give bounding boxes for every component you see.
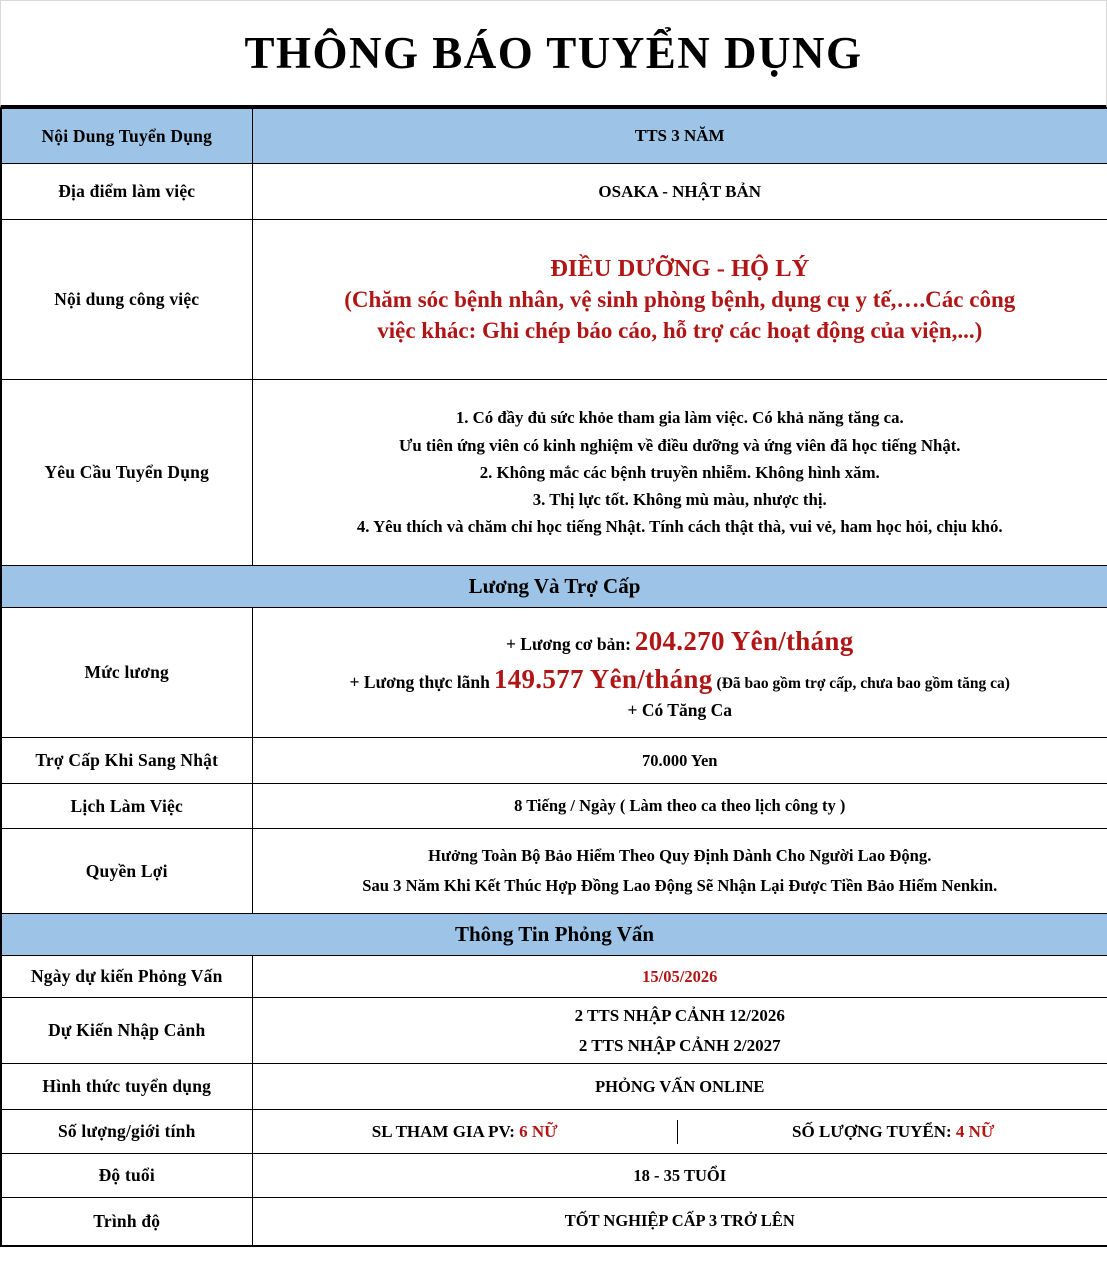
job-description-line-1: ĐIỀU DƯỠNG - HỘ LÝ [550, 254, 810, 282]
benefit-line-2: Sau 3 Năm Khi Kết Thúc Hợp Đồng Lao Động Sẽ Nhận Lại Được Tiền Bảo Hiểm Nenkin. [362, 876, 998, 895]
row-value-quantity-gender [252, 1110, 1107, 1154]
row-label-arrival-allowance: Trợ Cấp Khi Sang Nhật [1, 738, 252, 784]
salary-block [259, 622, 1102, 724]
quantity-interview-value: 6 NỮ [519, 1121, 558, 1141]
entry-plan-line-1: 2 TTS NHẬP CẢNH 12/2026 [574, 1006, 785, 1026]
job-description-line-2: (Chăm sóc bệnh nhân, vệ sinh phòng bệnh, dụng cụ y tế,….Các công [344, 287, 1016, 313]
table-row-recruitment-method [1, 1064, 1107, 1110]
table-row-work-location [1, 164, 1107, 220]
row-value-education-level: TỐT NGHIỆP CẤP 3 TRỞ LÊN [252, 1198, 1107, 1246]
quantity-hire-value: 4 NỮ [955, 1121, 995, 1141]
table-row-quantity-gender [1, 1110, 1107, 1154]
salary-overtime-line: + Có Tăng Ca [627, 700, 732, 721]
row-label-benefits: Quyền Lợi [1, 829, 252, 914]
table-row-education-level [1, 1198, 1107, 1246]
requirement-line: 3. Thị lực tốt. Không mù màu, nhược thị. [532, 490, 827, 510]
requirements-block [259, 404, 1102, 540]
row-label-entry-plan: Dự Kiến Nhập Cảnh [1, 998, 252, 1064]
section-header-salary: Lương Và Trợ Cấp [1, 566, 1107, 608]
quantity-hire-prefix: SỐ LƯỢNG TUYỂN: [792, 1121, 952, 1141]
row-value-recruitment-content: TTS 3 NĂM [252, 109, 1107, 164]
salary-net-line [259, 660, 1102, 698]
row-label-work-schedule: Lịch Làm Việc [1, 784, 252, 829]
entry-plan-line-2: 2 TTS NHẬP CẢNH 2/2027 [578, 1035, 781, 1055]
requirement-line: 4. Yêu thích và chăm chỉ học tiếng Nhật. Tính cách thật thà, vui vẻ, ham học hỏi, chịu khó. [356, 517, 1003, 537]
row-value-requirements [252, 380, 1107, 566]
salary-basic-amount: 204.270 Yên/tháng [634, 625, 854, 656]
table-row-benefits [1, 829, 1107, 914]
row-value-benefits [252, 829, 1107, 914]
table-row-work-schedule [1, 784, 1107, 829]
row-label-salary: Mức lương [1, 608, 252, 738]
table-row-job-description [1, 220, 1107, 380]
row-label-recruitment-method: Hình thức tuyển dụng [1, 1064, 252, 1110]
row-label-quantity-gender: Số lượng/giới tính [1, 1110, 252, 1154]
row-value-job-description [252, 220, 1107, 380]
quantity-hire-cell [678, 1120, 1107, 1144]
quantity-interview-cell [253, 1120, 678, 1144]
benefits-block [259, 841, 1102, 900]
quantity-gender-split-table [253, 1120, 1107, 1144]
row-label-education-level: Trình độ [1, 1198, 252, 1246]
table-row-entry-plan [1, 998, 1107, 1064]
document-title-row [0, 0, 1107, 108]
row-value-entry-plan [252, 998, 1107, 1064]
job-description-line-3: việc khác: Ghi chép báo cáo, hỗ trợ các hoạt động của viện,...) [377, 317, 983, 343]
row-value-arrival-allowance: 70.000 Yen [252, 738, 1107, 784]
salary-net-note: (Đã bao gồm trợ cấp, chưa bao gồm tăng ca) [716, 675, 1010, 693]
row-label-interview-date: Ngày dự kiến Phỏng Vấn [1, 956, 252, 998]
page-title: THÔNG BÁO TUYỂN DỤNG [244, 27, 863, 78]
table-row-recruitment-content [1, 109, 1107, 164]
salary-net-amount: 149.577 Yên/tháng [493, 664, 713, 695]
table-row-arrival-allowance [1, 738, 1107, 784]
job-description-block [259, 253, 1102, 347]
row-label-recruitment-content: Nội Dung Tuyển Dụng [1, 109, 252, 164]
quantity-interview-prefix: SL THAM GIA PV: [371, 1121, 515, 1141]
benefit-line-1: Hưởng Toàn Bộ Bảo Hiểm Theo Quy Định Dành Cho Người Lao Động. [428, 846, 932, 866]
recruitment-table [0, 108, 1107, 1247]
row-value-age-range: 18 - 35 TUỔI [252, 1154, 1107, 1198]
row-value-interview-date: 15/05/2026 [252, 956, 1107, 998]
row-label-requirements: Yêu Cầu Tuyển Dụng [1, 380, 252, 566]
table-row-requirements [1, 380, 1107, 566]
table-row-interview-date [1, 956, 1107, 998]
requirement-line: Ưu tiên ứng viên có kinh nghiệm về điều dưỡng và ứng viên đã học tiếng Nhật. [398, 435, 961, 455]
row-value-work-location: OSAKA - NHẬT BẢN [252, 164, 1107, 220]
requirement-line: 1. Có đầy đủ sức khỏe tham gia làm việc. Có khả năng tăng ca. [455, 408, 904, 428]
table-row-salary-detail [1, 608, 1107, 738]
table-band-salary [1, 566, 1107, 608]
row-value-salary [252, 608, 1107, 738]
salary-basic-line [259, 622, 1102, 660]
salary-basic-prefix: + Lương cơ bản: [505, 633, 631, 654]
table-row-age-range [1, 1154, 1107, 1198]
row-label-work-location: Địa điểm làm việc [1, 164, 252, 220]
row-label-job-description: Nội dung công việc [1, 220, 252, 380]
entry-plan-block [259, 1001, 1102, 1059]
table-band-interview [1, 914, 1107, 956]
row-label-age-range: Độ tuổi [1, 1154, 252, 1198]
requirement-line: 2. Không mắc các bệnh truyền nhiễm. Không hình xăm. [479, 462, 880, 482]
salary-net-prefix: + Lương thực lãnh [349, 672, 490, 693]
row-value-recruitment-method: PHỎNG VẤN ONLINE [252, 1064, 1107, 1110]
section-header-interview: Thông Tin Phỏng Vấn [1, 914, 1107, 956]
row-value-work-schedule: 8 Tiếng / Ngày ( Làm theo ca theo lịch công ty ) [252, 784, 1107, 829]
